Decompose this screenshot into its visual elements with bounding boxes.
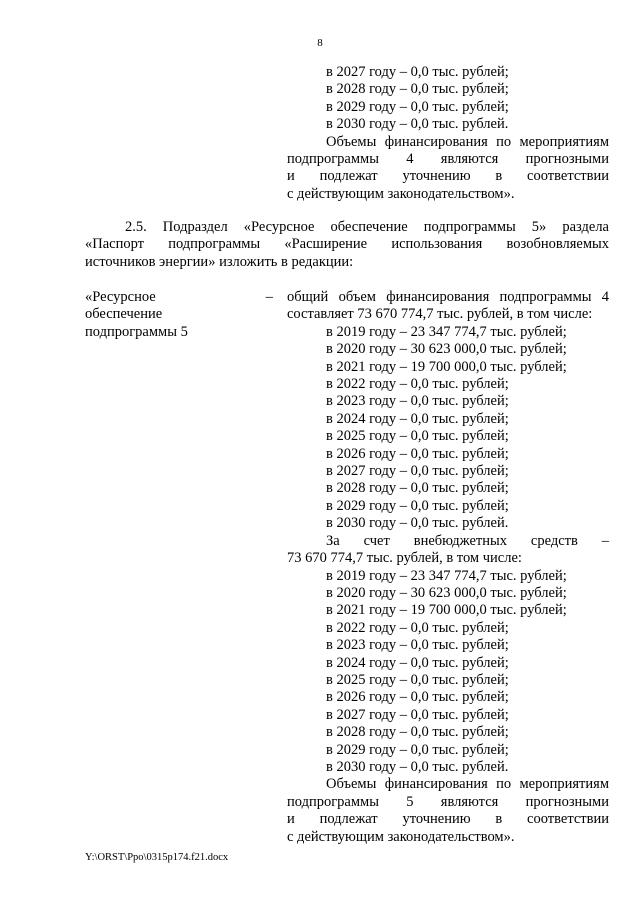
- year-line: в 2025 году – 0,0 тыс. рублей;: [326, 428, 509, 445]
- year-line: в 2028 году – 0,0 тыс. рублей;: [326, 81, 509, 98]
- note-line: подпрограммы 5 являются прогнозными: [287, 793, 609, 810]
- year-line: в 2027 году – 0,0 тыс. рублей;: [326, 706, 509, 723]
- year-line: в 2021 году – 19 700 000,0 тыс. рублей;: [326, 602, 567, 619]
- note-line: подпрограммы 4 являются прогнозными: [287, 151, 609, 168]
- note-line: с действующим законодательством».: [287, 828, 515, 845]
- year-line: в 2030 году – 0,0 тыс. рублей.: [326, 515, 509, 532]
- year-line: в 2030 году – 0,0 тыс. рублей.: [326, 758, 509, 775]
- top-block: [287, 64, 609, 203]
- year-line: в 2022 году – 0,0 тыс. рублей;: [326, 619, 509, 636]
- label-line: обеспечение: [85, 306, 163, 323]
- year-line: в 2020 году – 30 623 000,0 тыс. рублей;: [326, 584, 567, 601]
- year-line: в 2019 году – 23 347 774,7 тыс. рублей;: [326, 323, 567, 340]
- section-line: 2.5. Подраздел «Ресурсное обеспечение подпрограммы 5» раздела: [125, 219, 609, 235]
- year-line: в 2024 году – 0,0 тыс. рублей;: [326, 410, 509, 427]
- year-line: в 2026 году – 0,0 тыс. рублей;: [326, 689, 509, 706]
- year-line: в 2023 году – 0,0 тыс. рублей;: [326, 637, 509, 654]
- label-line: подпрограммы 5: [85, 323, 188, 340]
- intro-line: общий объем финансирования подпрограммы 4: [287, 289, 609, 305]
- note-line: Объемы финансирования по мероприятиям: [326, 133, 609, 150]
- extra-line: 73 670 774,7 тыс. рублей, в том числе:: [287, 550, 522, 567]
- year-line: в 2028 году – 0,0 тыс. рублей;: [326, 480, 509, 497]
- year-line: в 2029 году – 0,0 тыс. рублей;: [326, 741, 509, 758]
- label-line: «Ресурсное: [85, 289, 156, 305]
- year-line: в 2019 году – 23 347 774,7 тыс. рублей;: [326, 567, 567, 584]
- extra-line: За счет внебюджетных средств –: [326, 532, 609, 549]
- year-line: в 2021 году – 19 700 000,0 тыс. рублей;: [326, 358, 567, 375]
- year-line: в 2022 году – 0,0 тыс. рублей;: [326, 376, 509, 393]
- year-line: в 2027 году – 0,0 тыс. рублей;: [326, 463, 509, 480]
- note-line: и подлежат уточнению в соответствии: [287, 811, 609, 828]
- year-line: в 2029 году – 0,0 тыс. рублей;: [326, 497, 509, 514]
- intro-line: составляет 73 670 774,7 тыс. рублей, в том числе:: [287, 306, 593, 323]
- year-line: в 2024 году – 0,0 тыс. рублей;: [326, 654, 509, 671]
- year-line: в 2027 году – 0,0 тыс. рублей;: [326, 64, 509, 80]
- note-line: Объемы финансирования по мероприятиям: [326, 776, 609, 793]
- section-line: источников энергии» изложить в редакции:: [85, 253, 354, 270]
- section-paragraph: [85, 219, 609, 271]
- resource-body: [287, 289, 609, 846]
- year-line: в 2029 году – 0,0 тыс. рублей;: [326, 98, 509, 115]
- year-line: в 2030 году – 0,0 тыс. рублей.: [326, 116, 509, 133]
- year-line: в 2026 году – 0,0 тыс. рублей;: [326, 445, 509, 462]
- year-line: в 2020 году – 30 623 000,0 тыс. рублей;: [326, 341, 567, 358]
- year-line: в 2023 году – 0,0 тыс. рублей;: [326, 393, 509, 410]
- year-line: в 2025 году – 0,0 тыс. рублей;: [326, 671, 509, 688]
- note-line: и подлежат уточнению в соответствии: [287, 168, 609, 185]
- year-line: в 2028 году – 0,0 тыс. рублей;: [326, 724, 509, 741]
- file-path-footer: Y:\ORST\Ppo\0315p174.f21.docx: [85, 852, 229, 863]
- page-number: 8: [317, 37, 323, 49]
- note-line: с действующим законодательством».: [287, 185, 515, 202]
- resource-label: [85, 289, 273, 341]
- label-dash: –: [265, 289, 273, 305]
- section-line: «Паспорт подпрограммы «Расширение использования возобновляемых: [85, 236, 609, 253]
